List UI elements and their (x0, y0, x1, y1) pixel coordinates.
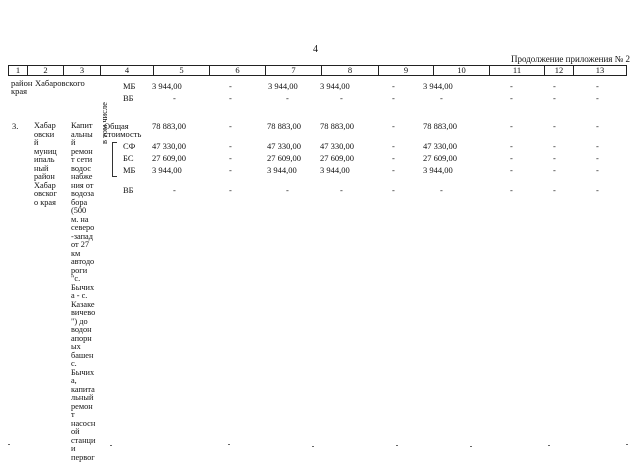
cell-c10: 78 883,00 (423, 121, 457, 131)
cell-c9: - (392, 185, 395, 195)
cell-c13: - (596, 153, 599, 163)
cell-c13: - (596, 141, 599, 151)
cell-c5: 78 883,00 (152, 121, 186, 131)
cell-c10: - (440, 93, 443, 103)
cell-c11: - (510, 121, 513, 131)
scan-speck (228, 444, 230, 445)
region-label: края (11, 86, 28, 96)
col-header-6: 6 (210, 66, 266, 76)
col-header-3: 3 (64, 66, 101, 76)
cell-c9: - (392, 81, 395, 91)
col-header-1: 1 (9, 66, 28, 76)
cell-c10: 3 944,00 (423, 81, 453, 91)
cell-c6: - (229, 121, 232, 131)
sf-label: СФ (123, 141, 136, 151)
scan-speck (626, 444, 628, 445)
cell-c7: - (286, 93, 289, 103)
cell-c11: - (510, 93, 513, 103)
cell-c12: - (553, 81, 556, 91)
cell-c10: - (440, 185, 443, 195)
cell-c8: 27 609,00 (320, 153, 354, 163)
cell-c10: 27 609,00 (423, 153, 457, 163)
cell-c9: - (392, 165, 395, 175)
cell-c12: - (553, 141, 556, 151)
cell-c5: - (173, 93, 176, 103)
cell-c11: - (510, 185, 513, 195)
cell-c9: - (392, 93, 395, 103)
col-header-12: 12 (545, 66, 574, 76)
scan-speck (8, 444, 10, 445)
total-cost-label: Общая (104, 121, 129, 131)
cell-c7: 78 883,00 (267, 121, 301, 131)
cell-c7: - (286, 185, 289, 195)
scan-speck (312, 446, 314, 447)
cell-c9: - (392, 141, 395, 151)
cell-c5: 47 330,00 (152, 141, 186, 151)
col-header-7: 7 (266, 66, 322, 76)
cell-c8: 3 944,00 (320, 81, 350, 91)
cell-c8: 78 883,00 (320, 121, 354, 131)
cell-c5: 27 609,00 (152, 153, 186, 163)
cell-c13: - (596, 121, 599, 131)
district-name: Хабаровского (35, 78, 85, 88)
cell-c8: - (340, 185, 343, 195)
col-header-11: 11 (490, 66, 545, 76)
cell-c6: - (229, 141, 232, 151)
cell-c5: - (173, 185, 176, 195)
cell-c13: - (596, 185, 599, 195)
col-header-13: 13 (574, 66, 627, 76)
in-total-label: в том числе (99, 102, 109, 144)
page-number: 4 (313, 44, 318, 55)
cell-c6: - (229, 185, 232, 195)
cell-c12: - (553, 93, 556, 103)
column-header-row (8, 65, 627, 76)
scan-speck (396, 445, 398, 446)
cell-c6: - (229, 153, 232, 163)
cell-c7: 3 944,00 (267, 165, 297, 175)
col-header-5: 5 (154, 66, 210, 76)
col-header-8: 8 (322, 66, 379, 76)
total-cost-label-2: стоимость (104, 129, 142, 139)
cell-c5: 3 944,00 (152, 81, 182, 91)
cell-c6: - (229, 165, 232, 175)
cell-c11: - (510, 165, 513, 175)
cell-c11: - (510, 141, 513, 151)
cell-c12: - (553, 185, 556, 195)
mb-label: МБ (123, 165, 136, 175)
cell-c13: - (596, 93, 599, 103)
cell-c10: 47 330,00 (423, 141, 457, 151)
cell-c6: - (229, 81, 232, 91)
continuation-label: Продолжение приложения № 2 (510, 54, 630, 64)
col-header-2: 2 (28, 66, 64, 76)
cell-c11: - (510, 81, 513, 91)
cell-c7: 3 944,00 (268, 81, 298, 91)
cell-c13: - (596, 81, 599, 91)
row-number: 3. (12, 121, 19, 131)
scan-speck (470, 446, 472, 447)
project-description: Капит альны й ремон т сети водос набже ния от водоза бора (500 м. на северо -запад от 27 км автодо роги "с. Бычих а - с. Казаке вичево ") до водон апорн ых башен с. Бычих а, капита льный ремон т насосн ой станци и первог (71, 121, 96, 462)
cell-c5: 3 944,00 (152, 165, 182, 175)
cell-c8: 3 944,00 (320, 165, 350, 175)
cell-c12: - (553, 165, 556, 175)
scan-speck (548, 445, 550, 446)
scan-speck (110, 445, 112, 446)
cell-c7: 27 609,00 (267, 153, 301, 163)
cell-c7: 47 330,00 (267, 141, 301, 151)
col-header-10: 10 (434, 66, 490, 76)
col-header-9: 9 (379, 66, 434, 76)
cell-c12: - (553, 153, 556, 163)
mb-label: МБ (123, 81, 136, 91)
district-label: район (11, 78, 33, 88)
bs-label: БС (123, 153, 134, 163)
brace-bracket (112, 142, 117, 177)
cell-c6: - (229, 93, 232, 103)
cell-c13: - (596, 165, 599, 175)
cell-c10: 3 944,00 (423, 165, 453, 175)
col-header-4: 4 (101, 66, 154, 76)
vb-label: ВБ (123, 185, 134, 195)
vb-label: ВБ (123, 93, 134, 103)
cell-c11: - (510, 153, 513, 163)
cell-c9: - (392, 153, 395, 163)
cell-c12: - (553, 121, 556, 131)
cell-c8: - (340, 93, 343, 103)
municipality-name: Хабар овски й муниц ипаль ный район Хабар овског о края (34, 121, 57, 207)
cell-c9: - (392, 121, 395, 131)
cell-c8: 47 330,00 (320, 141, 354, 151)
